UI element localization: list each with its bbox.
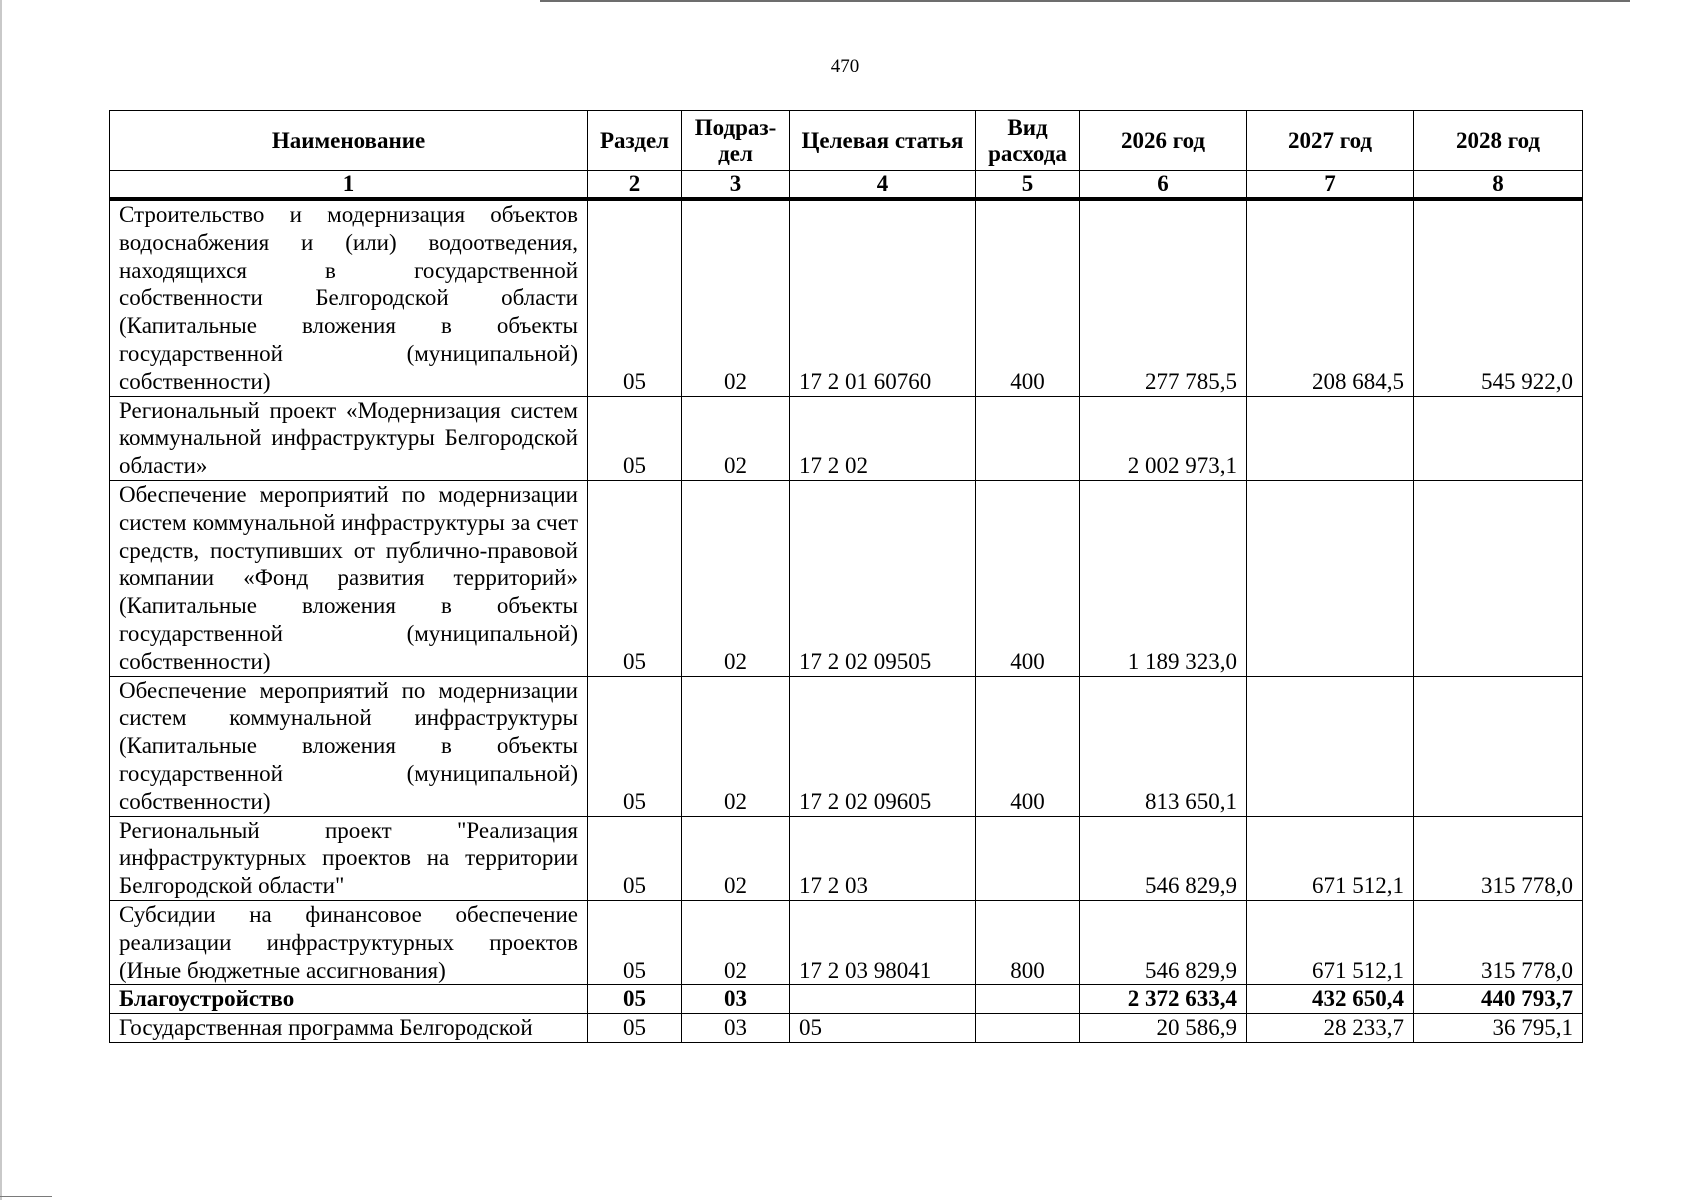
cell-2026: 546 829,9: [1080, 900, 1247, 984]
cell-podrazdel: 03: [682, 985, 790, 1014]
cell-name: Государственная программа Белгородской: [110, 1014, 588, 1043]
table-row: [110, 480, 1583, 676]
budget-table: [109, 110, 1583, 1043]
cell-2028: 315 778,0: [1414, 900, 1583, 984]
cell-2026: 277 785,5: [1080, 199, 1247, 396]
cell-vid-rashoda: [976, 396, 1080, 480]
cell-vid-rashoda: 400: [976, 199, 1080, 396]
cell-vid-rashoda: 400: [976, 480, 1080, 676]
cell-podrazdel: 02: [682, 816, 790, 900]
table-row: [110, 396, 1583, 480]
column-number: 1: [110, 171, 588, 200]
cell-2028: 36 795,1: [1414, 1014, 1583, 1043]
cell-2027: 671 512,1: [1247, 816, 1414, 900]
cell-2027: [1247, 676, 1414, 816]
cell-vid-rashoda: [976, 816, 1080, 900]
scan-edge-mark: [0, 1196, 52, 1197]
cell-2027: [1247, 396, 1414, 480]
table-row: [110, 676, 1583, 816]
cell-name: Региональный проект "Реализация инфраструктурных проектов на территории Белгородской области": [110, 816, 588, 900]
cell-2026: 20 586,9: [1080, 1014, 1247, 1043]
cell-celevaya-statya: 17 2 02: [790, 396, 976, 480]
column-number: 5: [976, 171, 1080, 200]
cell-celevaya-statya: 05: [790, 1014, 976, 1043]
table-row: [110, 816, 1583, 900]
header-row: [110, 111, 1583, 171]
header-vid-rashoda: Вид расхода: [976, 111, 1080, 171]
header-2026: 2026 год: [1080, 111, 1247, 171]
cell-2028: 315 778,0: [1414, 816, 1583, 900]
cell-2028: [1414, 396, 1583, 480]
header-name: Наименование: [110, 111, 588, 171]
cell-2028: [1414, 480, 1583, 676]
cell-2027: 671 512,1: [1247, 900, 1414, 984]
cell-vid-rashoda: 400: [976, 676, 1080, 816]
cell-2028: [1414, 676, 1583, 816]
cell-2028: 440 793,7: [1414, 985, 1583, 1014]
page-number: 470: [830, 56, 860, 77]
cell-razdel: 05: [588, 1014, 682, 1043]
cell-podrazdel: 02: [682, 900, 790, 984]
cell-vid-rashoda: [976, 985, 1080, 1014]
cell-podrazdel: 02: [682, 480, 790, 676]
column-number: 7: [1247, 171, 1414, 200]
header-2027: 2027 год: [1247, 111, 1414, 171]
cell-name: Субсидии на финансовое обеспечение реализации инфраструктурных проектов (Иные бюджетные ассигнования): [110, 900, 588, 984]
cell-razdel: 05: [588, 676, 682, 816]
cell-2026: 813 650,1: [1080, 676, 1247, 816]
cell-razdel: 05: [588, 199, 682, 396]
column-number-row: [110, 171, 1583, 200]
cell-2027: 28 233,7: [1247, 1014, 1414, 1043]
cell-2028: 545 922,0: [1414, 199, 1583, 396]
cell-podrazdel: 02: [682, 396, 790, 480]
table-row: [110, 900, 1583, 984]
cell-name: Благоустройство: [110, 985, 588, 1014]
cell-2026: 2 002 973,1: [1080, 396, 1247, 480]
cell-name: Обеспечение мероприятий по модернизации систем коммунальной инфраструктуры (Капитальные вложения в объекты государственной (муниципальной) собственности): [110, 676, 588, 816]
cell-celevaya-statya: 17 2 03 98041: [790, 900, 976, 984]
cell-celevaya-statya: 17 2 02 09605: [790, 676, 976, 816]
cell-podrazdel: 02: [682, 676, 790, 816]
cell-razdel: 05: [588, 985, 682, 1014]
column-number: 6: [1080, 171, 1247, 200]
column-number: 8: [1414, 171, 1583, 200]
cell-2026: 2 372 633,4: [1080, 985, 1247, 1014]
cell-razdel: 05: [588, 396, 682, 480]
cell-podrazdel: 02: [682, 199, 790, 396]
cell-razdel: 05: [588, 900, 682, 984]
cell-2026: 546 829,9: [1080, 816, 1247, 900]
header-razdel: Раздел: [588, 111, 682, 171]
cell-2027: [1247, 480, 1414, 676]
table-row-subtotal: [110, 985, 1583, 1014]
header-podrazdel: Подраз-дел: [682, 111, 790, 171]
cell-celevaya-statya: 17 2 02 09505: [790, 480, 976, 676]
header-celevaya-statya: Целевая статья: [790, 111, 976, 171]
cell-name: Обеспечение мероприятий по модернизации систем коммунальной инфраструктуры за счет средств, поступивших от публично-правовой компании «Фонд развития территорий» (Капитальные вложения в объекты государственной (муниципальной) собственности): [110, 480, 588, 676]
cell-2026: 1 189 323,0: [1080, 480, 1247, 676]
scan-edge-left: [0, 0, 2, 1200]
cell-vid-rashoda: 800: [976, 900, 1080, 984]
header-2028: 2028 год: [1414, 111, 1583, 171]
cell-celevaya-statya: 17 2 03: [790, 816, 976, 900]
scan-edge-top: [540, 0, 1630, 2]
cell-celevaya-statya: 17 2 01 60760: [790, 199, 976, 396]
table-row: [110, 199, 1583, 396]
cell-razdel: 05: [588, 480, 682, 676]
table-row: [110, 1014, 1583, 1043]
column-number: 3: [682, 171, 790, 200]
cell-2027: 432 650,4: [1247, 985, 1414, 1014]
column-number: 2: [588, 171, 682, 200]
cell-name: Строительство и модернизация объектов водоснабжения и (или) водоотведения, находящихся в государственной собственности Белгородской области (Капитальные вложения в объекты государственной (муниципальной) собственности): [110, 199, 588, 396]
cell-razdel: 05: [588, 816, 682, 900]
cell-celevaya-statya: [790, 985, 976, 1014]
cell-vid-rashoda: [976, 1014, 1080, 1043]
cell-name: Региональный проект «Модернизация систем коммунальной инфраструктуры Белгородской области»: [110, 396, 588, 480]
cell-podrazdel: 03: [682, 1014, 790, 1043]
column-number: 4: [790, 171, 976, 200]
cell-2027: 208 684,5: [1247, 199, 1414, 396]
